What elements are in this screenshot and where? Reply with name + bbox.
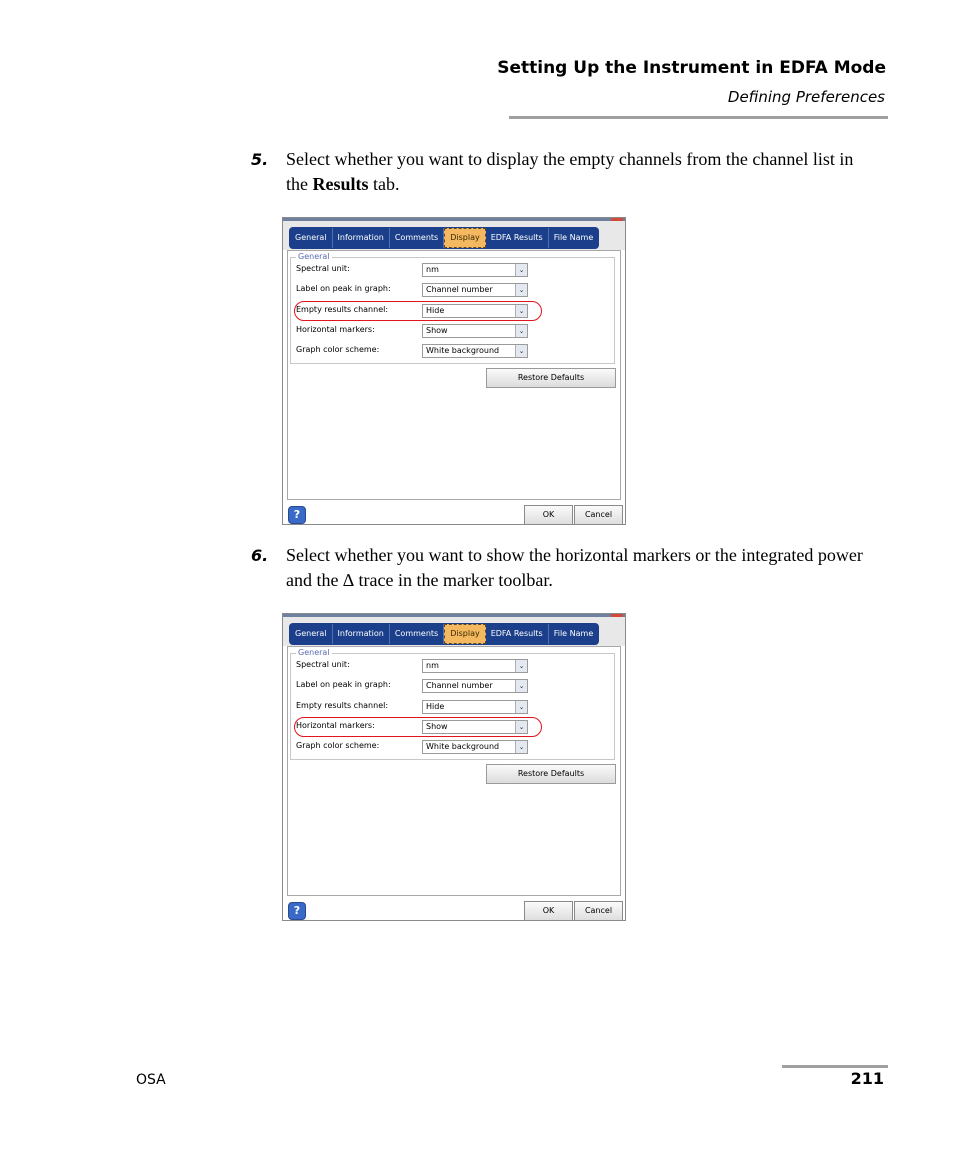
dropdown-value: White background (426, 742, 500, 751)
page-number: 211 (850, 1069, 884, 1088)
chevron-down-icon[interactable]: ⌄ (515, 660, 527, 672)
section-subtitle: Defining Preferences (727, 88, 885, 106)
tab-edfa-results[interactable]: EDFA Results (486, 624, 549, 644)
display-panel (287, 646, 621, 896)
dropdown-value: Show (426, 326, 448, 335)
setting-label: Empty results channel: (296, 305, 389, 314)
setting-dropdown[interactable] (422, 679, 528, 693)
tab-comments[interactable]: Comments (390, 228, 444, 248)
dropdown-value: Hide (426, 306, 445, 315)
setting-label: Spectral unit: (296, 264, 350, 273)
tab-bar (289, 227, 599, 249)
setting-dropdown[interactable] (422, 659, 528, 673)
dropdown-value: Show (426, 722, 448, 731)
dropdown-value: nm (426, 265, 439, 274)
display-panel (287, 250, 621, 500)
step-5-text-before: Select whether you want to display the empty channels from the channel list in the (286, 149, 854, 194)
tab-general[interactable]: General (290, 228, 333, 248)
question-icon[interactable]: ? (288, 902, 306, 920)
chevron-down-icon[interactable]: ⌄ (515, 701, 527, 713)
step-5-number: 5. (251, 150, 269, 169)
footer-product: OSA (136, 1072, 166, 1088)
setting-dropdown[interactable] (422, 283, 528, 297)
group-label: General (298, 648, 330, 657)
close-icon[interactable] (611, 614, 623, 617)
tab-information[interactable]: Information (333, 624, 390, 644)
restore-defaults-button[interactable]: Restore Defaults (486, 368, 616, 388)
step-6-number: 6. (251, 546, 269, 565)
chevron-down-icon[interactable]: ⌄ (515, 345, 527, 357)
setting-row (296, 700, 536, 714)
header-rule (509, 116, 888, 119)
section-title: Setting Up the Instrument in EDFA Mode (497, 58, 886, 78)
dropdown-value: Hide (426, 702, 445, 711)
dropdown-value: nm (426, 661, 439, 670)
tab-file-name[interactable]: File Name (553, 629, 594, 638)
ok-button[interactable]: OK (524, 901, 573, 921)
setting-label: Horizontal markers: (296, 721, 375, 730)
highlight-ellipse (294, 301, 542, 321)
question-icon[interactable]: ? (288, 506, 306, 524)
setting-row (296, 679, 536, 693)
setting-label: Graph color scheme: (296, 741, 380, 750)
ok-button[interactable]: OK (524, 505, 573, 525)
tab-general[interactable]: General (290, 624, 333, 644)
cancel-button[interactable]: Cancel (574, 505, 623, 525)
setting-row (296, 263, 536, 277)
setting-row (296, 324, 536, 338)
general-group (290, 252, 615, 364)
setting-dropdown[interactable] (422, 344, 528, 358)
setting-dropdown[interactable] (422, 700, 528, 714)
setting-dropdown[interactable] (422, 740, 528, 754)
chevron-down-icon[interactable]: ⌄ (515, 680, 527, 692)
setting-label: Label on peak in graph: (296, 284, 391, 293)
dropdown-value: White background (426, 346, 500, 355)
preferences-dialog-screenshot-1 (282, 217, 626, 525)
chevron-down-icon[interactable]: ⌄ (515, 264, 527, 276)
tab-edfa-results[interactable]: EDFA Results (486, 228, 549, 248)
cancel-button[interactable]: Cancel (574, 901, 623, 921)
dropdown-value: Channel number (426, 681, 493, 690)
tab-display[interactable]: Display (444, 228, 486, 248)
tab-comments[interactable]: Comments (390, 624, 444, 644)
tab-file-name[interactable]: File Name (553, 233, 594, 242)
group-label: General (298, 252, 330, 261)
setting-label: Graph color scheme: (296, 345, 380, 354)
close-icon[interactable] (611, 218, 623, 221)
chevron-down-icon[interactable]: ⌄ (515, 721, 527, 733)
highlight-ellipse (294, 717, 542, 737)
footer-rule (782, 1065, 888, 1068)
setting-dropdown[interactable] (422, 263, 528, 277)
step-5-text (286, 147, 866, 197)
chevron-down-icon[interactable]: ⌄ (515, 305, 527, 317)
preferences-dialog-screenshot-2 (282, 613, 626, 921)
setting-label: Empty results channel: (296, 701, 389, 710)
chevron-down-icon[interactable]: ⌄ (515, 741, 527, 753)
setting-row (296, 344, 536, 358)
title-strip (283, 614, 625, 617)
setting-dropdown[interactable] (422, 324, 528, 338)
dialog-top-bar (283, 218, 625, 250)
chevron-down-icon[interactable]: ⌄ (515, 284, 527, 296)
chevron-down-icon[interactable]: ⌄ (515, 325, 527, 337)
setting-label: Label on peak in graph: (296, 680, 391, 689)
title-strip (283, 218, 625, 221)
step-5-text-after: tab. (368, 174, 400, 194)
setting-label: Spectral unit: (296, 660, 350, 669)
tab-bar (289, 623, 599, 645)
setting-row (296, 283, 536, 297)
general-group (290, 648, 615, 760)
step-6-text: Select whether you want to show the horizontal markers or the integrated power and the ∆ trace in the marker toolbar. (286, 545, 863, 590)
setting-row (296, 659, 536, 673)
tab-information[interactable]: Information (333, 228, 390, 248)
dropdown-value: Channel number (426, 285, 493, 294)
setting-label: Horizontal markers: (296, 325, 375, 334)
tab-display[interactable]: Display (444, 624, 486, 644)
setting-row (296, 740, 536, 754)
dialog-top-bar (283, 614, 625, 646)
step-5-bold: Results (312, 174, 369, 194)
restore-defaults-button[interactable]: Restore Defaults (486, 764, 616, 784)
